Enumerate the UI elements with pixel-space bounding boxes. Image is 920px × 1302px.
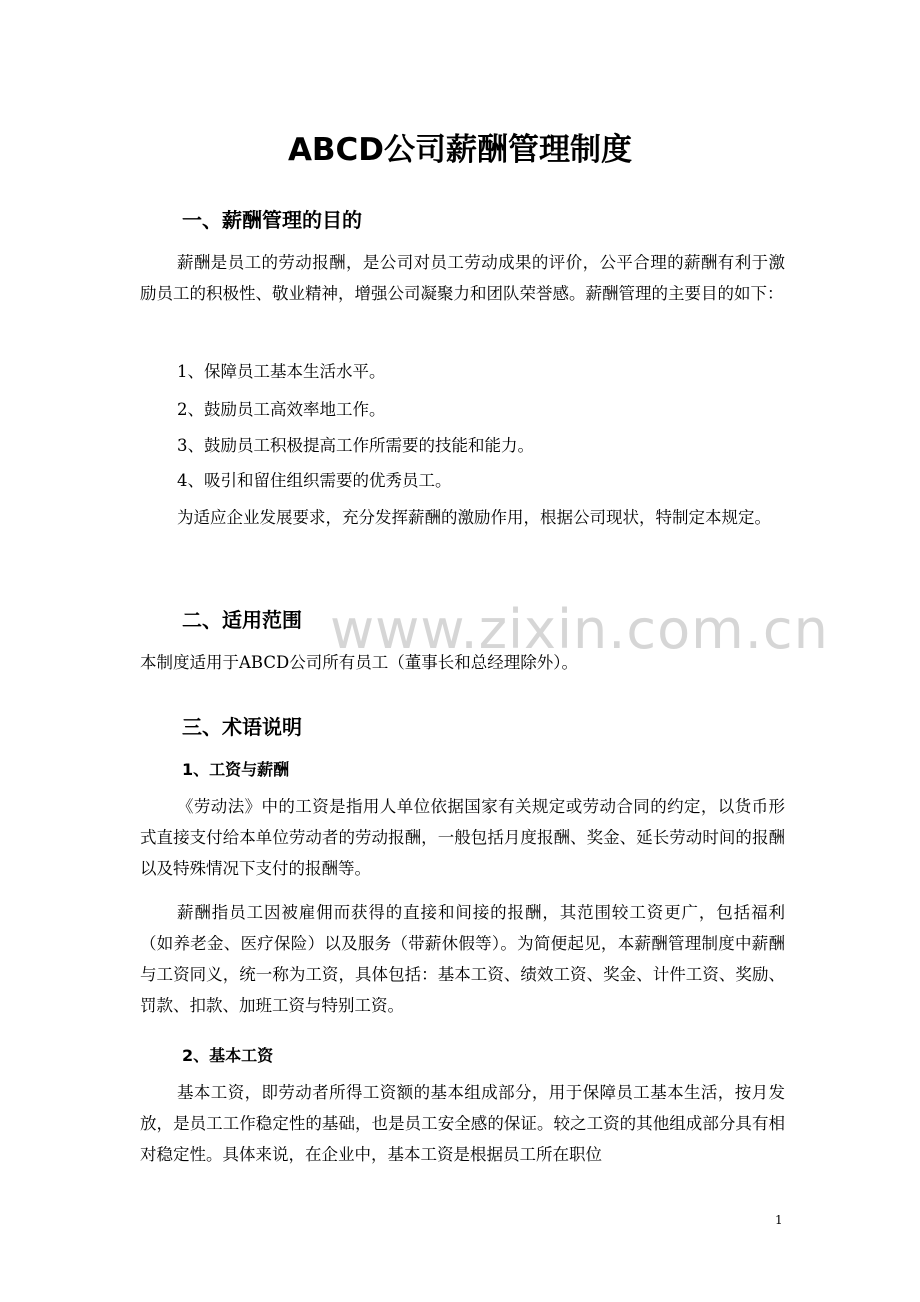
subsection-heading-wage-and-pay: 1、工资与薪酬 xyxy=(182,760,290,779)
purpose-item-1: 1、保障员工基本生活水平。 xyxy=(177,362,386,381)
wage-and-pay-paragraph-1: 《劳动法》中的工资是指用人单位依据国家有关规定或劳动合同的约定，以货币形式直接支付给本单位劳动者的劳动报酬，一般包括月度报酬、奖金、延长劳动时间的报酬以及特殊情况下支付的报酬等。 xyxy=(140,797,785,878)
section-purpose-closing: 为适应企业发展要求，充分发挥薪酬的激励作用，根据公司现状，特制定本规定。 xyxy=(177,508,771,527)
purpose-item-2: 2、鼓励员工高效率地工作。 xyxy=(177,400,386,419)
page-number: 1 xyxy=(775,1213,783,1227)
watermark: www.zixin.com.cn xyxy=(330,598,829,661)
purpose-item-4: 4、吸引和留住组织需要的优秀员工。 xyxy=(177,471,452,490)
section-heading-purpose: 一、薪酬管理的目的 xyxy=(182,208,362,232)
section-heading-terms: 三、术语说明 xyxy=(182,715,302,739)
section-scope-text: 本制度适用于ABCD公司所有员工（董事长和总经理除外）。 xyxy=(140,653,578,672)
purpose-item-3: 3、鼓励员工积极提高工作所需要的技能和能力。 xyxy=(177,436,534,455)
document-title: ABCD公司薪酬管理制度 xyxy=(287,132,633,168)
section-purpose-intro: 薪酬是员工的劳动报酬，是公司对员工劳动成果的评价，公平合理的薪酬有利于激励员工的积极性、敬业精神，增强公司凝聚力和团队荣誉感。薪酬管理的主要目的如下： xyxy=(140,253,785,303)
subsection-heading-base-wage: 2、基本工资 xyxy=(182,1046,274,1065)
base-wage-paragraph-1: 基本工资，即劳动者所得工资额的基本组成部分，用于保障员工基本生活，按月发放，是员工工作稳定性的基础，也是员工安全感的保证。较之工资的其他组成部分具有相对稳定性。具体来说，在企业中，基本工资是根据员工所在职位 xyxy=(140,1083,785,1164)
wage-and-pay-paragraph-2: 薪酬指员工因被雇佣而获得的直接和间接的报酬，其范围较工资更广，包括福利（如养老金、医疗保险）以及服务（带薪休假等）。为简便起见，本薪酬管理制度中薪酬与工资同义，统一称为工资，具体包括：基本工资、绩效工资、奖金、计件工资、奖励、罚款、扣款、加班工资与特别工资。 xyxy=(140,903,785,1015)
section-heading-scope: 二、适用范围 xyxy=(182,608,302,632)
